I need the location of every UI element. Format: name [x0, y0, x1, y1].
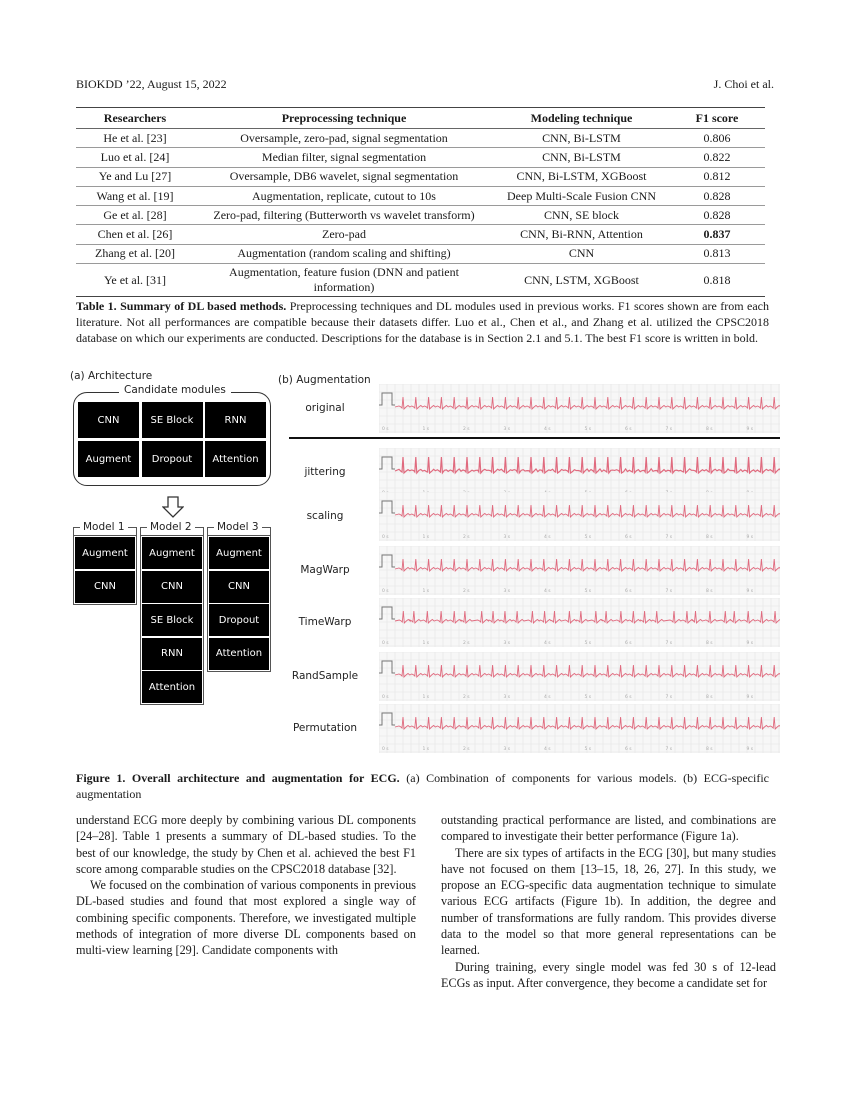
module-box: Augment [209, 537, 269, 569]
augmentation-row [280, 492, 780, 547]
svg-text:4 s: 4 s [544, 427, 551, 432]
svg-text:4 s: 4 s [544, 641, 551, 646]
cell-preprocessing: Oversample, DB6 wavelet, signal segmentation [194, 167, 494, 186]
cell-f1: 0.828 [669, 206, 765, 225]
cell-preprocessing: Augmentation (random scaling and shifting) [194, 244, 494, 263]
table-row [76, 148, 765, 167]
svg-text:3 s: 3 s [503, 747, 511, 752]
cell-preprocessing: Zero-pad [194, 225, 494, 244]
cell-researcher: Ge et al. [28] [76, 206, 194, 225]
paragraph: During training, every single model was fed 30 s of 12-lead ECGs as input. After convergence, they become a candidate set for [441, 959, 776, 990]
panel-a-label: (a) Architecture [70, 370, 153, 382]
module-box: CNN [209, 571, 269, 603]
module-box: Augment [75, 537, 135, 569]
module-box: CNN [142, 571, 202, 603]
svg-text:8 s: 8 s [706, 695, 713, 700]
paragraph: outstanding practical performance are listed, and combinations are compared to investigate their better performance (Figure 1a). [441, 813, 776, 844]
header-researchers: Researchers [76, 108, 194, 129]
svg-text:2 s: 2 s [463, 589, 470, 594]
module-box: CNN [78, 402, 139, 438]
running-head [76, 77, 774, 92]
svg-text:9 s: 9 s [746, 427, 754, 432]
module-box: Augment [78, 441, 139, 477]
table-row [76, 129, 765, 148]
svg-text:3 s: 3 s [503, 641, 511, 646]
table-row [76, 206, 765, 225]
cell-preprocessing: Oversample, zero-pad, signal segmentation [194, 129, 494, 148]
svg-text:7 s: 7 s [665, 535, 673, 540]
table-caption [76, 298, 769, 346]
augmentation-name: scaling [306, 510, 344, 522]
svg-text:6 s: 6 s [625, 641, 632, 646]
augmentation-row [280, 546, 780, 601]
svg-text:4 s: 4 s [544, 589, 551, 594]
cell-researcher: Zhang et al. [20] [76, 244, 194, 263]
cell-f1: 0.828 [669, 186, 765, 205]
svg-text:5 s: 5 s [584, 589, 592, 594]
svg-text:2 s: 2 s [463, 641, 470, 646]
svg-text:8 s: 8 s [706, 427, 713, 432]
svg-text:4 s: 4 s [544, 535, 551, 540]
cell-preprocessing: Augmentation, replicate, cutout to 10s [194, 186, 494, 205]
paragraph: We focused on the combination of various components in previous DL-based studies and found that most explored a single way of combining specific components. Therefore, we investigated multiple methods of integration of more diverse DL components based on multi-view learning [29]. Candidate components with [76, 878, 416, 958]
model-1-title: Model 1 [80, 521, 128, 533]
svg-text:2 s: 2 s [463, 695, 470, 700]
svg-text:9 s: 9 s [746, 747, 754, 752]
svg-text:5 s: 5 s [584, 427, 592, 432]
svg-text:8 s: 8 s [706, 747, 713, 752]
ecg-strip [379, 384, 780, 439]
cell-researcher: Wang et al. [19] [76, 186, 194, 205]
svg-text:6 s: 6 s [625, 535, 632, 540]
conference-label: BIOKDD ’22, August 15, 2022 [76, 77, 227, 91]
author-label: J. Choi et al. [713, 77, 774, 91]
svg-text:5 s: 5 s [584, 747, 592, 752]
module-box: Dropout [142, 441, 203, 477]
svg-text:7 s: 7 s [665, 589, 673, 594]
ecg-strip [379, 652, 780, 707]
ecg-strip [379, 704, 780, 759]
svg-text:1 s: 1 s [422, 427, 430, 432]
svg-text:8 s: 8 s [706, 535, 713, 540]
augmentation-name: original [305, 402, 345, 414]
table-caption-title: Table 1. Summary of DL based methods. [76, 299, 287, 313]
body-right-column [441, 812, 776, 991]
augmentation-row [280, 652, 780, 707]
cell-f1: 0.822 [669, 148, 765, 167]
svg-text:3 s: 3 s [503, 589, 511, 594]
svg-text:1 s: 1 s [422, 747, 430, 752]
svg-text:0 s: 0 s [382, 427, 389, 432]
table-header-row [76, 108, 765, 129]
cell-preprocessing: Augmentation, feature fusion (DNN and patient information) [194, 264, 494, 297]
augmentation-name: TimeWarp [298, 616, 352, 628]
svg-text:4 s: 4 s [544, 747, 551, 752]
svg-text:9 s: 9 s [746, 695, 754, 700]
cell-modeling: CNN, Bi-LSTM [494, 129, 669, 148]
svg-text:5 s: 5 s [584, 641, 592, 646]
figure-caption-text: (a) Combination of components for various models. (b) ECG-specific augmentation [76, 771, 769, 801]
cell-modeling: CNN [494, 244, 669, 263]
body-left-column [76, 812, 416, 959]
panel-b-label: (b) Augmentation [278, 374, 371, 386]
header-modeling: Modeling technique [494, 108, 669, 129]
module-box: Attention [142, 671, 202, 703]
module-box: Augment [142, 537, 202, 569]
cell-modeling: Deep Multi-Scale Fusion CNN [494, 186, 669, 205]
module-box: RNN [205, 402, 266, 438]
cell-modeling: CNN, LSTM, XGBoost [494, 264, 669, 297]
svg-text:0 s: 0 s [382, 589, 389, 594]
svg-text:8 s: 8 s [706, 589, 713, 594]
header-preprocessing: Preprocessing technique [194, 108, 494, 129]
cell-modeling: CNN, Bi-LSTM, XGBoost [494, 167, 669, 186]
augmentation-name: jittering [304, 466, 346, 478]
svg-text:9 s: 9 s [746, 589, 754, 594]
model-2-column [140, 535, 204, 705]
down-arrow-icon [162, 496, 184, 518]
svg-text:2 s: 2 s [463, 427, 470, 432]
cell-researcher: Ye et al. [31] [76, 264, 194, 297]
svg-text:6 s: 6 s [625, 589, 632, 594]
module-box: Attention [205, 441, 266, 477]
ecg-strip [379, 546, 780, 601]
figure-caption [76, 770, 769, 802]
module-box: Attention [209, 638, 269, 670]
svg-text:2 s: 2 s [463, 747, 470, 752]
header-f1: F1 score [669, 108, 765, 129]
table-row [76, 225, 765, 244]
cell-researcher: Chen et al. [26] [76, 225, 194, 244]
module-box: SE Block [142, 604, 202, 636]
cell-preprocessing: Median filter, signal segmentation [194, 148, 494, 167]
svg-text:0 s: 0 s [382, 535, 389, 540]
svg-text:1 s: 1 s [422, 641, 430, 646]
augmentation-name: RandSample [291, 670, 359, 682]
augmentation-row [280, 704, 780, 759]
table-caption-text: Preprocessing techniques and DL modules used in previous works. F1 scores shown are from each literature. Not all performances are compatible because their datasets differ. Luo et al., Chen et al., and Zhang et al. utilized the CPSC2018 database on which our experiments are conducted. Descriptions for the database is in Section 2.1 and 5.1. The best F1 score is written in bold. [76, 299, 769, 345]
cell-f1: 0.812 [669, 167, 765, 186]
cell-modeling: CNN, SE block [494, 206, 669, 225]
table-row [76, 244, 765, 263]
svg-text:7 s: 7 s [665, 641, 673, 646]
svg-text:7 s: 7 s [665, 427, 673, 432]
summary-table [76, 107, 765, 297]
module-box: Dropout [209, 604, 269, 636]
original-divider [289, 437, 780, 439]
cell-f1: 0.837 [669, 225, 765, 244]
cell-modeling: CNN, Bi-LSTM [494, 148, 669, 167]
module-box: RNN [142, 638, 202, 670]
cell-modeling: CNN, Bi-RNN, Attention [494, 225, 669, 244]
paragraph: There are six types of artifacts in the ECG [30], but many studies have not focused on them [13–15, 18, 26, 27]. In this study, we propose an ECG-specific data augmentation technique to simulate various ECG artifacts (Figure 1b). In addition, the degree and number of transformations are fully random. This provides diverse data to the model so that more general representations can be learned. [441, 845, 776, 958]
module-box: SE Block [142, 402, 203, 438]
svg-text:1 s: 1 s [422, 695, 430, 700]
svg-text:8 s: 8 s [706, 641, 713, 646]
svg-text:9 s: 9 s [746, 535, 754, 540]
svg-text:7 s: 7 s [665, 695, 673, 700]
model-2-title: Model 2 [147, 521, 195, 533]
model-3-title: Model 3 [214, 521, 262, 533]
model-3-column [207, 535, 271, 672]
svg-text:0 s: 0 s [382, 747, 389, 752]
svg-text:6 s: 6 s [625, 747, 632, 752]
svg-text:1 s: 1 s [422, 589, 430, 594]
augmentation-row [280, 598, 780, 653]
table-row [76, 186, 765, 205]
paragraph: understand ECG more deeply by combining various DL components [24–28]. Table 1 presents a summary of DL-based studies. To the best of our knowledge, the study by Chen et al. achieved the best F1 score among comparable studies on the CPSC2018 database [32]. [76, 813, 416, 876]
augmentation-name: MagWarp [300, 564, 350, 576]
cell-researcher: He et al. [23] [76, 129, 194, 148]
svg-text:3 s: 3 s [503, 535, 511, 540]
candidate-modules-title: Candidate modules [119, 384, 231, 396]
model-1-column [73, 535, 137, 605]
svg-text:1 s: 1 s [422, 535, 430, 540]
svg-text:3 s: 3 s [503, 427, 511, 432]
svg-text:2 s: 2 s [463, 535, 470, 540]
table-row [76, 264, 765, 297]
ecg-strip [379, 598, 780, 653]
cell-f1: 0.818 [669, 264, 765, 297]
ecg-strip [379, 492, 780, 547]
svg-text:0 s: 0 s [382, 641, 389, 646]
svg-text:4 s: 4 s [544, 695, 551, 700]
cell-researcher: Ye and Lu [27] [76, 167, 194, 186]
svg-text:9 s: 9 s [746, 641, 754, 646]
svg-text:5 s: 5 s [584, 535, 592, 540]
cell-preprocessing: Zero-pad, filtering (Butterworth vs wavelet transform) [194, 206, 494, 225]
table-row [76, 167, 765, 186]
svg-text:6 s: 6 s [625, 427, 632, 432]
figure-caption-title: Figure 1. Overall architecture and augmentation for ECG. [76, 771, 400, 785]
augmentation-name: Permutation [292, 722, 358, 734]
svg-text:7 s: 7 s [665, 747, 673, 752]
svg-text:6 s: 6 s [625, 695, 632, 700]
cell-f1: 0.806 [669, 129, 765, 148]
svg-text:0 s: 0 s [382, 695, 389, 700]
svg-text:5 s: 5 s [584, 695, 592, 700]
cell-f1: 0.813 [669, 244, 765, 263]
module-box: CNN [75, 571, 135, 603]
augmentation-row [280, 384, 780, 439]
svg-text:3 s: 3 s [503, 695, 511, 700]
candidate-modules-grid [78, 402, 266, 477]
cell-researcher: Luo et al. [24] [76, 148, 194, 167]
